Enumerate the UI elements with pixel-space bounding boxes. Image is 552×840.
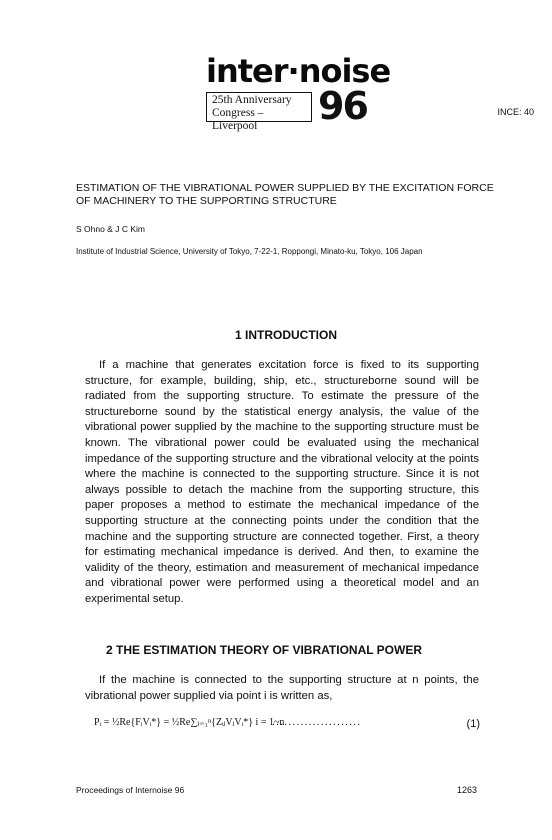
paper-code: INCE: 40 [497, 107, 534, 117]
logo-box-line1: 25th Anniversary [212, 94, 292, 106]
paper-affiliation: Institute of Industrial Science, University of Tokyo, 7-22-1, Roppongi, Minato-ku, Tokyo, 106 Japan [76, 247, 423, 256]
logo-year: 96 [318, 84, 367, 128]
logo-wordmark: inter·noise [206, 52, 391, 90]
footer-proceedings: Proceedings of Internoise 96 [76, 785, 185, 795]
logo-box-line2: Congress – Liverpool [212, 107, 264, 132]
section-heading-introduction: 1 INTRODUCTION [235, 328, 337, 342]
equation-expression: Pᵢ = ½Re{FᵢVᵢ*} = ½Re∑ⱼ₌₁ⁿ{ZᵢⱼVⱼVᵢ*} i = 1~n [94, 717, 285, 728]
paper-title: ESTIMATION OF THE VIBRATIONAL POWER SUPPLIED BY THE EXCITATION FORCE OF MACHINERY TO THE SUPPORTING STRUCTURE [76, 182, 494, 207]
introduction-paragraph: If a machine that generates excitation force is fixed to its supporting structure, for example, building, ship, etc., structureborne sound will be radiated from the supporting structure. To estimate the pressure of the structureborne sound by the statistical energy analysis, the value of the vibrational power supplied by the machine to the supporting structure must be known. The vibrational power could be evaluated using the mechanical impedance of the supporting structure and the vibrational velocity at the points where the machine is connected to the supporting structure. Since it is not always possible to detach the machine from the supporting structure, this paper proposes a method to estimate the mechanical impedance of the supporting structure at the connecting points under the condition that the machine and the supporting structure are connected together. First, a theory for estimating mechanical impedance is derived. And then, to examine the validity of the theory, estimation and measurement of mechanical impedance and vibrational power were performed using a theoretical model and an experimental setup. [85, 359, 479, 605]
equation-leader-dots: ...................... [272, 716, 362, 728]
footer-page-number: 1263 [456, 785, 477, 795]
equation-1 [94, 708, 480, 744]
equation-number: (1) [466, 718, 480, 730]
estimation-theory-paragraph: If the machine is connected to the supporting structure at n points, the vibrational power supplied via point i is written as, [85, 674, 479, 702]
section-heading-estimation-theory: 2 THE ESTIMATION THEORY OF VIBRATIONAL POWER [106, 643, 423, 657]
logo-anniversary-box [206, 92, 312, 132]
paper-authors: S Ohno & J C Kim [76, 224, 145, 234]
conference-logo [200, 52, 391, 132]
